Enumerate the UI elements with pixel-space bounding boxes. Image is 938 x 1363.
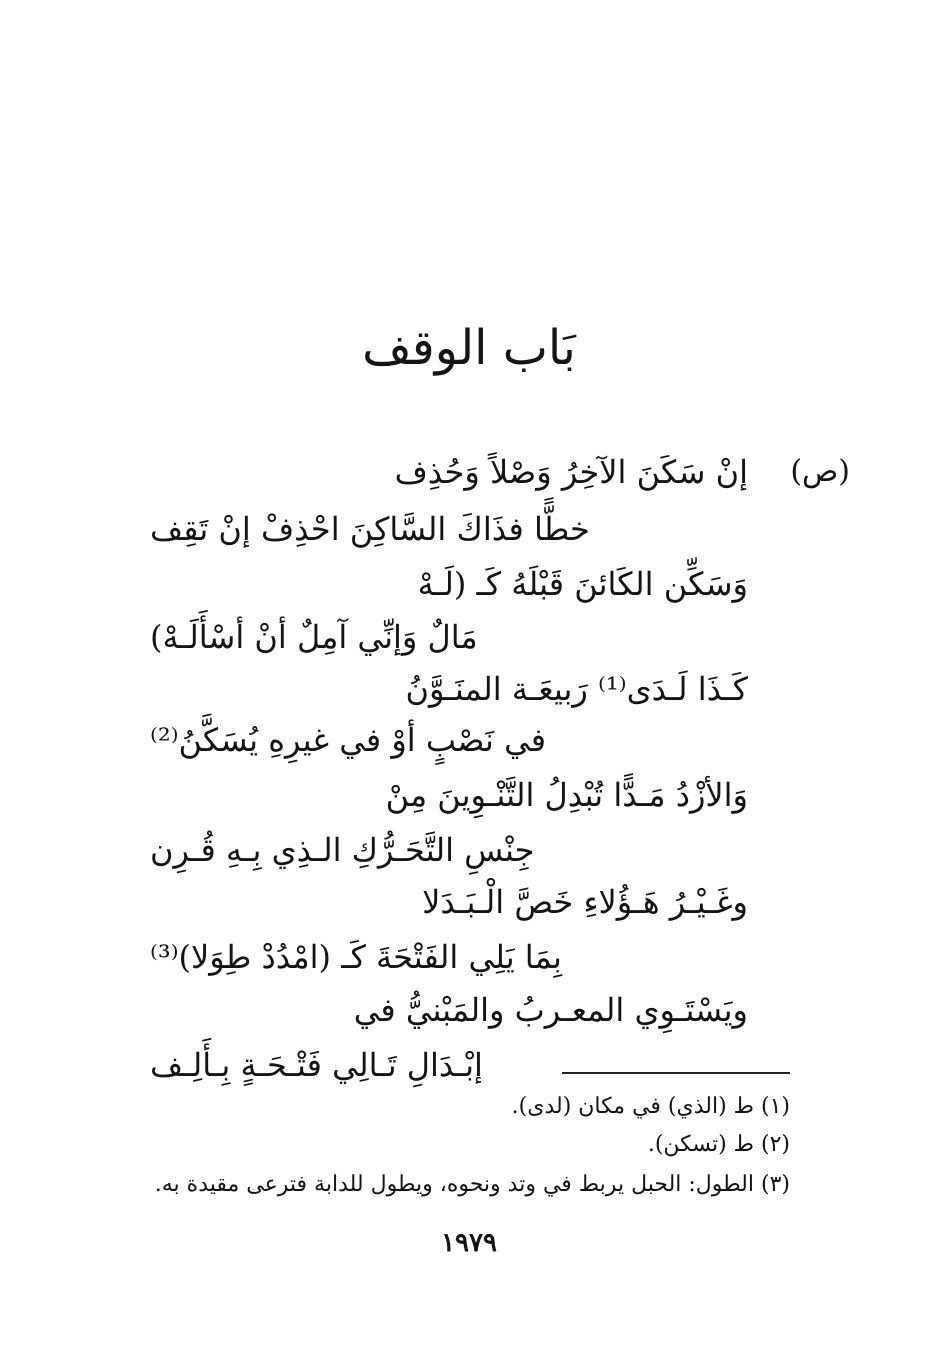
verse-line: بِمَا يَلِي الفَتْحَةَ كَـ (امْدُدْ طِوَلا)⁽³⁾ xyxy=(150,938,562,976)
verse-line: ويَسْتَـوِي المعـربُ والمَبْنيُّ في xyxy=(353,991,748,1029)
footnote: (٢) ط (تسكن). xyxy=(647,1132,790,1157)
verse-line: إبْـدَالِ تَـالِي فَتْـحَـةٍ بِـأَلِـف xyxy=(150,1046,483,1084)
verse-line: وَالأزْدُ مَـدًّا تُبْدِلُ التَّنْـوِينَ مِنْ xyxy=(385,776,748,814)
verse-line: خطًّا فذَاكَ السَّاكِنَ احْذِفْ إنْ تَقِف xyxy=(150,510,590,548)
page-number: ١٩٧٩ xyxy=(441,1228,497,1258)
footnote: (٣) الطول: الحبل يربط في وتد ونحوه، ويطول للدابة فترعى مقيدة به. xyxy=(154,1172,790,1197)
verse-line: جِنْسِ التَّحَـرُّكِ الـذِي بِـهِ قُـرِن xyxy=(150,831,535,869)
footnote: (١) ط (الذي) في مكان (لدى). xyxy=(511,1094,790,1119)
poem-marker: (ص) xyxy=(790,454,850,489)
verse-line: كَـذَا لَـدَى⁽¹⁾ رَبيعَـة المنَـوَّنُ xyxy=(405,670,748,708)
verse-line: وغَـيْـرُ هَـؤُلاءِ خَصَّ الْـبَـدَلا xyxy=(422,883,748,921)
verse-line: وَسَكِّن الكَائنَ قَبْلَهُ كَـ (لَـهْ xyxy=(417,565,748,603)
verse-line: في نَصْبٍ أوْ في غيرِهِ يُسَكَّنُ⁽²⁾ xyxy=(150,721,547,759)
verse-line: مَالٌ وَإنِّي آمِلٌ أنْ أسْأَلَـهْ) xyxy=(150,618,478,656)
chapter-title: بَاب الوقف xyxy=(362,320,576,376)
verse-line: إنْ سَكَنَ الآخِرُ وَصْلاً وَحُذِف xyxy=(394,453,748,491)
footnote-divider xyxy=(562,1072,790,1074)
